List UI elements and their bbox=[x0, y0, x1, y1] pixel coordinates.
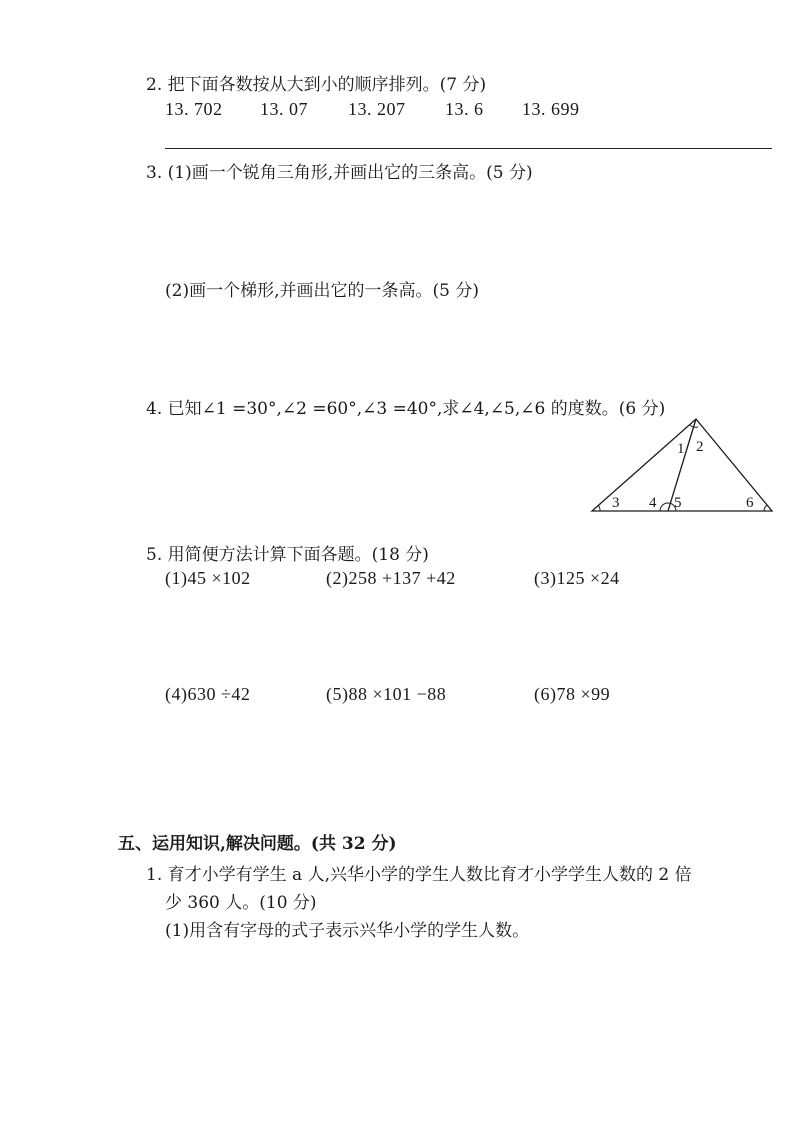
angle-label-5: 5 bbox=[674, 495, 682, 511]
q2-number-2: 13. 07 bbox=[260, 99, 308, 119]
s5-q1-line2: 少 360 人。(10 分) bbox=[165, 893, 317, 913]
angle-label-2: 2 bbox=[696, 439, 704, 455]
angle-label-3: 3 bbox=[612, 495, 620, 511]
q2-number-4: 13. 6 bbox=[445, 99, 484, 119]
q5-item-3: (3)125 ×24 bbox=[534, 568, 620, 588]
inner-segment bbox=[668, 419, 696, 511]
q5-item-2: (2)258 +137 +42 bbox=[326, 568, 456, 588]
q5-item-1: (1)45 ×102 bbox=[165, 568, 251, 588]
angle-label-6: 6 bbox=[746, 495, 754, 511]
q4-prompt: 4. 已知∠1 =30°,∠2 =60°,∠3 =40°,求∠4,∠5,∠6 的度数。(6 分) bbox=[146, 399, 666, 419]
q5-prompt: 5. 用简便方法计算下面各题。(18 分) bbox=[146, 545, 429, 565]
q2-prompt: 2. 把下面各数按从大到小的顺序排列。(7 分) bbox=[146, 75, 487, 95]
q5-item-4: (4)630 ÷42 bbox=[165, 684, 251, 704]
angle-3-arc bbox=[598, 505, 600, 511]
s5-q1-line1: 1. 育才小学有学生 a 人,兴华小学的学生人数比育才小学学生人数的 2 倍 bbox=[146, 865, 692, 885]
q5-item-6: (6)78 ×99 bbox=[534, 684, 611, 704]
q2-number-1: 13. 702 bbox=[165, 99, 223, 119]
s5-q1-part1: (1)用含有字母的式子表示兴华小学的学生人数。 bbox=[165, 921, 530, 941]
answer-line bbox=[165, 148, 772, 149]
triangle-diagram bbox=[588, 415, 778, 515]
q3-part2: (2)画一个梯形,并画出它的一条高。(5 分) bbox=[165, 281, 479, 301]
q3-part1: 3. (1)画一个锐角三角形,并画出它的三条高。(5 分) bbox=[146, 163, 533, 183]
section-title: 五、运用知识,解决问题。(共 32 分) bbox=[118, 834, 397, 854]
q2-number-3: 13. 207 bbox=[348, 99, 406, 119]
angle-label-1: 1 bbox=[677, 441, 685, 457]
q2-number-5: 13. 699 bbox=[522, 99, 580, 119]
angle-6-arc bbox=[764, 505, 767, 511]
q5-item-5: (5)88 ×101 −88 bbox=[326, 684, 447, 704]
angle-label-4: 4 bbox=[649, 495, 657, 511]
